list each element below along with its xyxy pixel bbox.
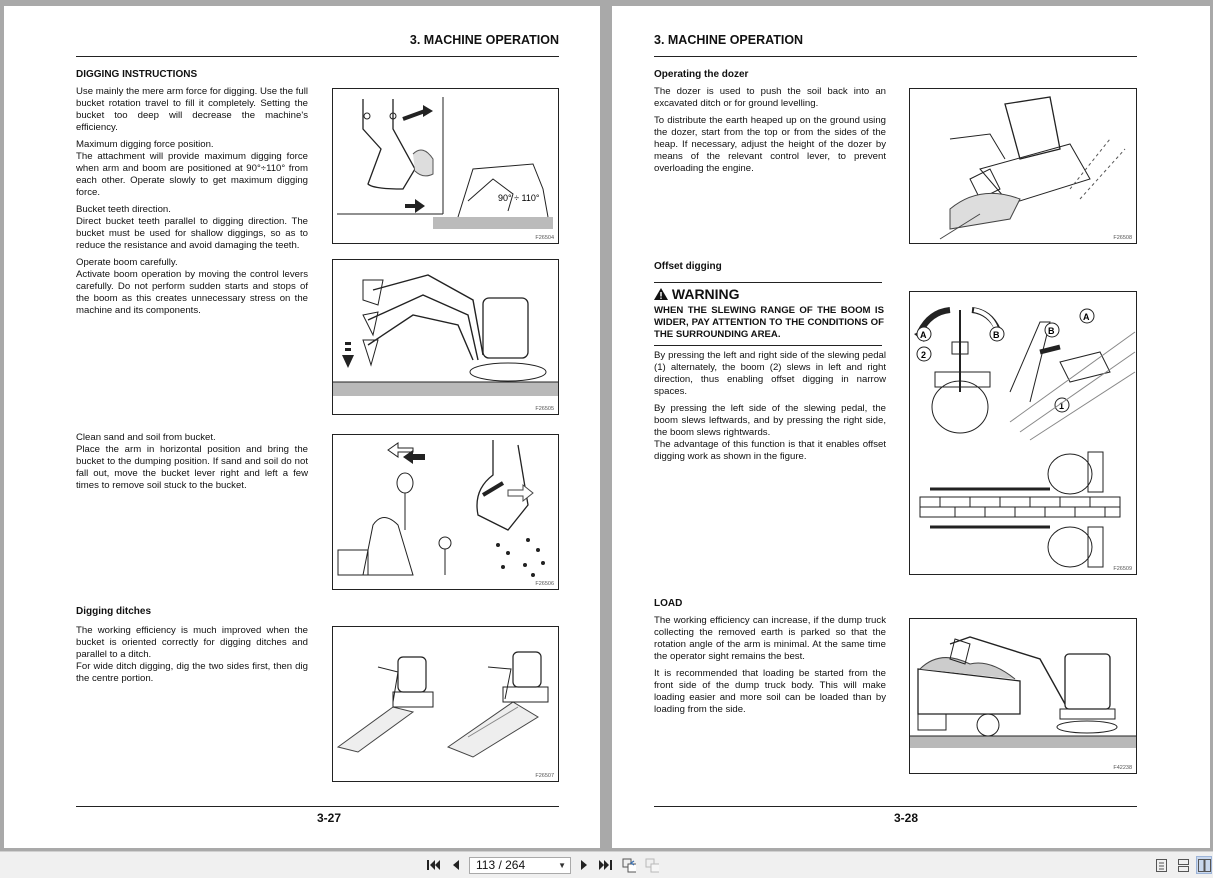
- footer-rule: [654, 806, 1137, 809]
- page-number: 3-28: [894, 811, 919, 825]
- dozer-illustration: [910, 89, 1137, 244]
- last-page-button[interactable]: [598, 858, 612, 872]
- page-number-value: 113 / 264: [476, 858, 526, 872]
- excavator-bucket-illustration: [333, 89, 559, 244]
- clean-bucket-text: [76, 432, 308, 497]
- figure-clean-bucket: [332, 434, 559, 590]
- paragraph: For wide ditch digging, dig the two sides first, then dig the centre portion.: [76, 661, 308, 684]
- warning-title: WARNING: [671, 286, 740, 302]
- next-view-button[interactable]: [645, 858, 659, 872]
- footer-rule: [76, 806, 559, 809]
- paragraph: [76, 139, 308, 199]
- next-page-icon: [581, 859, 589, 871]
- single-page-view-button[interactable]: [1153, 856, 1169, 874]
- previous-page-icon: [451, 859, 459, 871]
- section-title-dozer: Operating the dozer: [654, 69, 749, 80]
- section-title-load: LOAD: [654, 598, 683, 609]
- warning-top-rule: [654, 282, 882, 283]
- section-title-offset-digging: Offset digging: [654, 261, 722, 272]
- next-view-icon: [645, 858, 659, 873]
- boom-positions-illustration: [333, 260, 559, 415]
- figure-dozer: [909, 88, 1137, 244]
- digging-instructions-text: [76, 86, 308, 322]
- page-header: 3. MACHINE OPERATION: [76, 33, 559, 57]
- paragraph: [76, 257, 308, 317]
- figure-code: F26508: [1113, 235, 1132, 241]
- svg-text:A: A: [920, 330, 927, 340]
- offset-digging-text: [654, 350, 886, 468]
- paragraph: [654, 403, 886, 463]
- continuous-view-button[interactable]: [1175, 856, 1191, 874]
- left-page: [4, 6, 600, 848]
- previous-view-button[interactable]: [622, 858, 636, 872]
- paragraph-lead: Bucket teeth direction.: [76, 204, 171, 215]
- paragraph: The dozer is used to push the soil back into an excavated ditch or for ground levelling.: [654, 86, 886, 109]
- figure-digging-ditches: [332, 626, 559, 782]
- digging-ditches-text: [76, 625, 308, 690]
- dozer-text: [654, 86, 886, 180]
- figure-code: F26505: [535, 406, 554, 412]
- next-page-button[interactable]: [578, 858, 592, 872]
- svg-text:B: B: [1048, 326, 1055, 336]
- right-page: [612, 6, 1210, 848]
- paragraph-lead: Clean sand and soil from bucket.: [76, 432, 216, 443]
- figure-code: F26507: [535, 773, 554, 779]
- previous-view-icon: [622, 858, 636, 873]
- continuous-pages-icon: [1178, 859, 1189, 872]
- paragraph-body: Place the arm in horizontal position and bring the bucket to the dumping position. If sand and soil do not fall out, move the bucket lever right and left a few times to remove soil stuck to the bucket.: [76, 444, 308, 491]
- section-title-digging-ditches: Digging ditches: [76, 606, 151, 617]
- paragraph-body: Activate boom operation by moving the control levers carefully. Do not perform sudden starts and stops of the boom as this creates unnecessary stress on the machine and its components.: [76, 269, 308, 316]
- first-page-icon: [427, 859, 440, 871]
- previous-page-button[interactable]: [448, 858, 462, 872]
- page-number-select[interactable]: [469, 857, 571, 874]
- warning-text: WHEN THE SLEWING RANGE OF THE BOOM IS WIDER, PAY ATTENTION TO THE CONDITIONS OF THE SURROUNDING AREA.: [654, 305, 884, 340]
- first-page-button[interactable]: [426, 858, 440, 872]
- warning-triangle-icon: [654, 288, 668, 300]
- last-page-icon: [599, 859, 612, 871]
- paragraph-body: The attachment will provide maximum digging force when arm and boom are positioned at 90°÷110° from each other. Operate slowly to get maximum digging force.: [76, 151, 308, 198]
- dropdown-caret-icon: ▼: [558, 861, 566, 870]
- svg-text:A: A: [1083, 312, 1090, 322]
- svg-text:2: 2: [921, 350, 927, 360]
- paragraph-body: By pressing the left side of the slewing pedal, the boom slews leftwards, and by pressing the right side, the boom slews rightwards.: [654, 403, 886, 438]
- figure-code: F26509: [1113, 566, 1132, 572]
- paragraph: Use mainly the mere arm force for digging. Use the full bucket rotation travel to fill it completely. Setting the bucket too deep will decrease the machine's efficiency.: [76, 86, 308, 133]
- paragraph: To distribute the earth heaped up on the ground using the dozer, start from the top or from the sides of the heap. If necessary, adjust the height of the dozer by means of the relevant control lever, to prevent overloading the engine.: [654, 115, 886, 174]
- svg-text:1: 1: [1059, 401, 1065, 411]
- ditch-digging-illustration: [333, 627, 559, 782]
- paragraph: It is recommended that loading be started from the front side of the dump truck body. This will make loading easier and more soil can be loaded than by loading from the side.: [654, 668, 886, 715]
- paragraph: [76, 204, 308, 252]
- paragraph: The working efficiency can increase, if the dump truck collecting the removed earth is parked so that the rotation angle of the arm is minimal. At the same time the operator sight remains the best.: [654, 615, 886, 662]
- paragraph-body: Direct bucket teeth parallel to digging direction. The bucket must be used for shallow diggings, so as to reduce the resistance and avoid damaging the teeth.: [76, 216, 308, 251]
- paragraph: The working efficiency is much improved when the bucket is oriented correctly for digging ditches and parallel to a ditch.: [76, 625, 308, 660]
- two-page-icon: [1198, 859, 1211, 872]
- figure-load: [909, 618, 1137, 774]
- paragraph: [76, 432, 308, 492]
- paragraph-lead: Maximum digging force position.: [76, 139, 214, 150]
- angle-label: 90° ÷ 110°: [498, 193, 540, 203]
- offset-digging-illustration: [910, 292, 1137, 575]
- figure-offset-digging: [909, 291, 1137, 575]
- load-text: [654, 615, 886, 721]
- single-page-icon: [1156, 859, 1167, 872]
- paragraph: By pressing the left and right side of the slewing pedal (1) alternately, the boom (2) slews in left and right direction, thus enabling offset digging in narrow spaces.: [654, 350, 886, 397]
- warning-bottom-rule: [654, 345, 882, 346]
- figure-code: F26506: [535, 581, 554, 587]
- warning-heading: [654, 286, 740, 302]
- page-number: 3-27: [317, 811, 342, 825]
- paragraph-body: The advantage of this function is that it enables offset digging work as shown in the figure.: [654, 439, 886, 462]
- figure-code: F42238: [1113, 765, 1132, 771]
- section-title-digging-instructions: DIGGING INSTRUCTIONS: [76, 69, 198, 80]
- figure-boom-operation: [332, 259, 559, 415]
- dump-truck-loading-illustration: [910, 619, 1137, 774]
- svg-text:B: B: [993, 330, 1000, 340]
- figure-code: F26504: [535, 235, 554, 241]
- two-page-view-button[interactable]: [1196, 856, 1212, 874]
- bucket-cleaning-illustration: [333, 435, 559, 590]
- figure-bucket-digging: [332, 88, 559, 244]
- viewer-toolbar: [0, 851, 1213, 878]
- page-header: 3. MACHINE OPERATION: [654, 33, 1137, 57]
- paragraph-lead: Operate boom carefully.: [76, 257, 178, 268]
